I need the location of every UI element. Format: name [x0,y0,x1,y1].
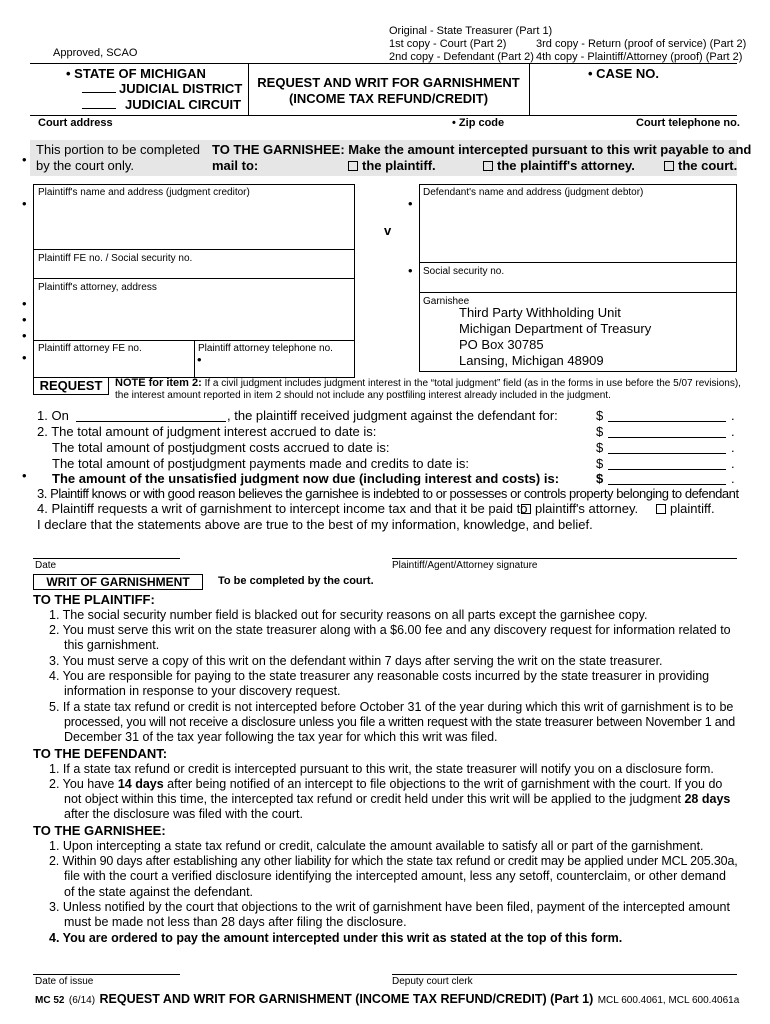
defendant-item-1: 1. If a state tax refund or credit is intercepted pursuant to this writ, the state treasurer will notify you on a disclosure form. [49,762,714,776]
defendant-item-2-c: after being notified of an intercept to file objections to the writ of garnishment with the court. If you do [163,777,723,791]
garnishee-line-2: Michigan Department of Treasury [459,321,652,336]
cents-dot: . [731,408,735,423]
bullet: • [408,196,413,211]
attorney-address-label[interactable]: Plaintiff's attorney, address [38,282,157,293]
item4-attorney-label: plaintiff's attorney. [535,501,639,516]
defendant-item-2 [49,777,722,792]
garnishee-item-3-cont: must be made not less than 28 days after filing the disclosure. [64,915,407,929]
copy-original: Original - State Treasurer (Part 1) [389,25,553,37]
writ-court-note: To be completed by the court. [218,575,374,587]
pay-plaintiff-checkbox[interactable] [348,161,358,171]
approved-label: Approved, SCAO [53,47,138,59]
dollar-sign: $ [596,471,604,486]
unsatisfied-amount-field[interactable] [608,484,726,485]
plaintiff-item-3: 3. You must serve a copy of this writ on the defendant within 7 days after serving the writ on the state treasurer. [49,654,663,668]
item4-attorney-option[interactable] [521,501,638,516]
pay-attorney-checkbox[interactable] [483,161,493,171]
cents-dot: . [731,456,735,471]
attorney-fe-label[interactable]: Plaintiff attorney FE no. [38,343,142,354]
cents-dot: . [731,440,735,455]
court-only-note-line2: by the court only. [36,158,135,173]
plaintiff-attorney-divider [194,340,195,378]
judgment-amount-field[interactable] [608,421,726,422]
item4-plaintiff-option[interactable] [656,501,715,516]
form-footer [35,990,739,1008]
header-bottom-rule [30,115,737,116]
dollar-sign: $ [596,424,604,439]
plaintiff-item-1: 1. The social security number field is blacked out for security reasons on all parts except the garnishee copy. [49,608,648,622]
case-no-label: • CASE NO. [588,66,660,81]
defendant-14-days: 14 days [117,777,164,791]
garnishee-line-4: Lansing, Michigan 48909 [459,353,604,368]
defendant-name-label[interactable]: Defendant's name and address (judgment debtor) [423,187,644,198]
plaintiff-rule-1 [33,249,355,250]
deputy-clerk-label: Deputy court clerk [392,976,473,987]
defendant-rule-1 [419,262,737,263]
zip-code-label: • Zip code [452,117,505,129]
judicial-circuit: JUDICIAL CIRCUIT [125,97,242,112]
signature-line[interactable] [392,558,737,559]
plaintiff-item-2: 2. You must serve this writ on the state treasurer along with a $6.00 fee and any discovery request for information related to [49,623,731,637]
item2-note-line2: the interest amount reported in item 2 should not include any postfiling interest already included in the judgment. [115,390,611,401]
state-of-michigan: • STATE OF MICHIGAN [66,66,206,81]
footer-title: REQUEST AND WRIT FOR GARNISHMENT (INCOME TAX REFUND/CREDIT) (Part 1) [99,992,594,1006]
pay-attorney-label: the plaintiff's attorney. [497,158,635,173]
bullet: • [22,152,27,167]
garnishee-item-3: 3. Unless notified by the court that objections to the writ of garnishment have been filed, payment of the intercepted amount [49,900,730,914]
interest-amount-field[interactable] [608,437,726,438]
plaintiff-item-4-cont: information in response to your discovery request. [64,684,341,698]
plaintiff-rule-2 [33,278,355,279]
plaintiff-item-2-cont: this garnishment. [64,638,160,652]
payments-amount-field[interactable] [608,469,726,470]
defendant-ssn-label[interactable]: Social security no. [423,266,505,277]
costs-amount-field[interactable] [608,453,726,454]
garnishee-line-1: Third Party Withholding Unit [459,305,621,320]
item1-text: , the plaintiff received judgment against the defendant for: [227,408,558,423]
issue-date-label: Date of issue [35,976,94,987]
garnishee-item-4: 4. You are ordered to pay the amount intercepted under this writ as stated at the top of this form. [49,931,623,945]
garnishee-item-2-cont: file with the court a verified disclosure identifying the intercepted amount, less any setoff, counterclaim, or other demand [64,869,726,883]
signature-label: Plaintiff/Agent/Attorney signature [392,560,538,571]
bullet: • [408,263,413,278]
dollar-sign: $ [596,440,604,455]
pay-to-court-option[interactable] [664,158,737,173]
declaration-text: I declare that the statements above are true to the best of my information, knowledge, and belief. [37,517,593,532]
item1-on: 1. On [37,408,69,423]
to-defendant-heading: TO THE DEFENDANT: [33,746,168,761]
request-date-label: Date [35,560,57,571]
item2-payments: The total amount of postjudgment payments made and credits to date is: [52,456,469,471]
bullet: • [197,352,202,367]
item2-interest: 2. The total amount of judgment interest accrued to date is: [37,424,377,439]
cents-dot: . [731,471,735,486]
dollar-sign: $ [596,456,604,471]
item2-costs: The total amount of postjudgment costs accrued to date is: [52,440,390,455]
item4-text: 4. Plaintiff requests a writ of garnishment to intercept income tax and that it be paid to [37,501,528,516]
defendant-item-2-cont2: after the disclosure was filed with the court. [64,807,304,821]
form-title: REQUEST AND WRIT FOR GARNISHMENT [257,75,520,90]
district-blank[interactable] [82,92,116,93]
item2-note-line1: If a civil judgment includes judgment interest in the “total judgment” field (as in the forms in use before the 5/07 revisions), [201,378,741,389]
attorney-phone-label[interactable]: Plaintiff attorney telephone no. [198,343,333,354]
garnishee-item-1: 1. Upon intercepting a state tax refund or credit, calculate the amount available to satisfy all or part of the garnishment. [49,839,704,853]
copy-fourth: 4th copy - Plaintiff/Attorney (proof) (Part 2) [536,51,743,63]
pay-to-plaintiff-option[interactable] [348,158,436,173]
garnishee-line-3: PO Box 30785 [459,337,544,352]
item2-note [115,377,741,389]
form-subtitle: (INCOME TAX REFUND/CREDIT) [288,91,489,106]
garnishee-item-2-cont2: of the state against the defendant. [64,885,254,899]
pay-court-label: the court. [678,158,738,173]
circuit-blank[interactable] [82,108,116,109]
garnishee-address [459,305,651,369]
defendant-28-days: 28 days [684,792,731,806]
copy-third: 3rd copy - Return (proof of service) (Part 2) [536,38,747,50]
judicial-district: JUDICIAL DISTRICT [119,81,243,96]
mail-to-label: mail to: [212,158,259,173]
bullet: • [22,296,27,311]
request-date-line[interactable] [33,558,180,559]
plaintiff-name-label[interactable]: Plaintiff's name and address (judgment creditor) [38,187,250,198]
item3-text: 3. Plaintiff knows or with good reason believes the garnishee is indebted to or possesses or controls property belonging to defendant [37,486,739,501]
item4-plaintiff-label: plaintiff. [670,501,715,516]
defendant-item-2-a: 2. You have [49,777,118,791]
court-only-note [36,142,200,174]
pay-plaintiff-label: the plaintiff. [362,158,436,173]
footer-mcl: MCL 600.4061, MCL 600.4061a [597,995,740,1006]
item2-unsatisfied: The amount of the unsatisfied judgment now due (including interest and costs) is: [52,471,560,486]
header-divider-right [529,63,530,115]
court-address-label: Court address [38,117,113,129]
garnishee-item-2: 2. Within 90 days after establishing any other liability for which the state tax refund or credit may be applied under MCL 205.30a, [49,854,738,868]
request-label: REQUEST [33,377,109,395]
item4-plaintiff-checkbox[interactable] [656,504,666,514]
judgment-date-field[interactable] [76,421,226,422]
writ-label: WRIT OF GARNISHMENT [33,574,203,590]
plaintiff-item-4: 4. You are responsible for paying to the state treasurer any reasonable costs incurred by the state treasurer in providing [49,669,710,683]
dollar-sign: $ [596,408,604,423]
garnishee-label: Garnishee [423,296,470,307]
item2-note-bold: NOTE for item 2: [115,377,202,389]
bullet: • [22,328,27,343]
plaintiff-fe-label[interactable]: Plaintiff FE no. / Social security no. [38,253,193,264]
header-top-rule [30,63,737,64]
copy-second: 2nd copy - Defendant (Part 2) [389,51,534,63]
plaintiff-item-5-cont2: December 31 of the tax year following the tax year for which this writ was filed. [64,730,498,744]
bullet: • [22,196,27,211]
bullet: • [22,350,27,365]
form-number: MC 52 [35,995,65,1006]
plaintiff-item-5: 5. If a state tax refund or credit is not intercepted before October 31 of the year during which this writ of garnishment is to be [49,700,734,714]
court-only-note-line1: This portion to be completed [36,142,201,157]
to-garnishee-heading: TO THE GARNISHEE: [33,823,166,838]
versus-label: v [384,223,392,238]
form-revision: (6/14) [68,995,96,1006]
pay-court-checkbox[interactable] [664,161,674,171]
pay-to-attorney-option[interactable] [483,158,635,173]
bullet: • [22,468,27,483]
defendant-item-2-d: not object within this time, the intercepted tax refund or credit held under this writ will be applied to the judgment [64,792,685,806]
defendant-rule-2 [419,292,737,293]
issue-date-line[interactable] [33,974,180,975]
plaintiff-item-5-cont: processed, you will not receive a disclosure unless you file a written request with the state treasurer between November 1 and [64,715,735,729]
defendant-item-2-cont [64,792,730,807]
deputy-clerk-line[interactable] [392,974,737,975]
to-garnishee-instruction: TO THE GARNISHEE: Make the amount intercepted pursuant to this writ payable to and [212,142,752,157]
item4-attorney-checkbox[interactable] [521,504,531,514]
court-phone-label: Court telephone no. [636,117,740,129]
copy-first: 1st copy - Court (Part 2) [389,38,507,50]
bullet: • [22,312,27,327]
to-plaintiff-heading: TO THE PLAINTIFF: [33,592,155,607]
cents-dot: . [731,424,735,439]
